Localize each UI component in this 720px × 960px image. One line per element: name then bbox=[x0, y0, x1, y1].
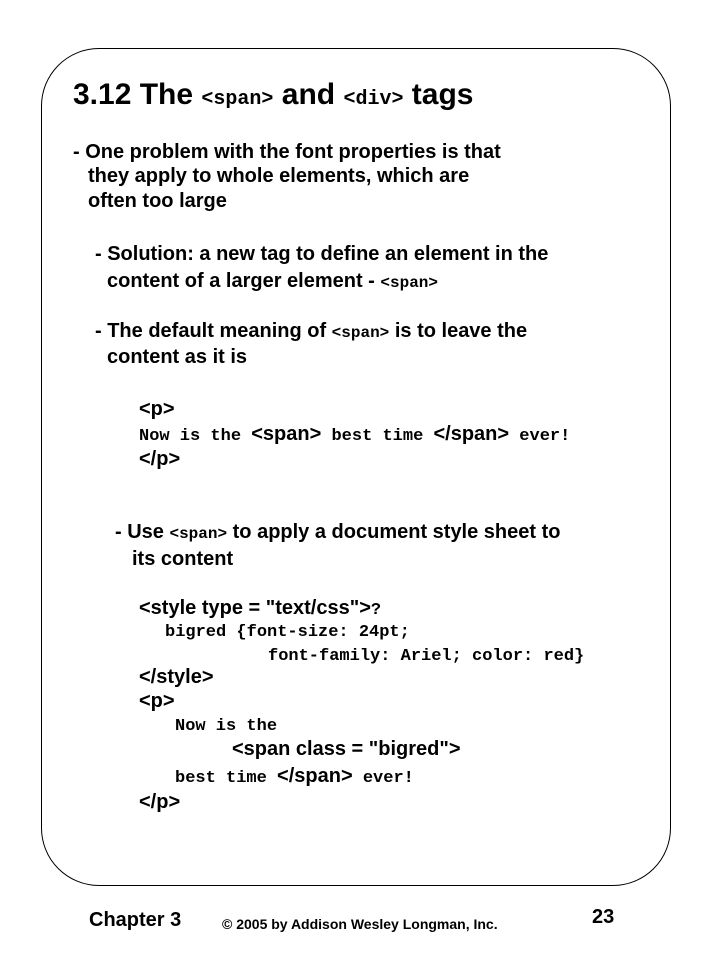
code-2-rule-2: font-family: Ariel; color: red} bbox=[268, 647, 585, 666]
bullet-2-line-2: content of a larger element - <span> bbox=[107, 270, 438, 292]
code-2-span-open: <span class = "bigred"> bbox=[232, 738, 461, 760]
span-tag-code: <span> bbox=[201, 88, 274, 111]
code-1-body: Now is the <span> best time </span> ever! bbox=[139, 423, 571, 446]
code-2-style-open: <style type = "text/css">? bbox=[139, 597, 382, 620]
bullet-4-line-1: - Use <span> to apply a document style sheet to bbox=[115, 521, 561, 543]
bullet-1-line-3: often too large bbox=[88, 190, 227, 212]
bullet-3-line-1: - The default meaning of <span> is to leave the bbox=[95, 320, 528, 342]
bullet-1-line-2: they apply to whole elements, which are bbox=[88, 165, 470, 187]
code-2-best-time: best time </span> ever! bbox=[175, 765, 414, 788]
div-tag-code: <div> bbox=[343, 88, 404, 111]
span-tag-code: <span> bbox=[169, 525, 228, 543]
code-1-close-p: </p> bbox=[139, 448, 181, 470]
code-2-now: Now is the bbox=[175, 717, 278, 736]
bullet-2-line-1: - Solution: a new tag to define an element in the bbox=[95, 243, 549, 265]
bullet-1-line-1: - One problem with the font properties is that bbox=[73, 141, 501, 163]
code-2-style-close: </style> bbox=[139, 666, 214, 688]
bullet-3-line-2: content as it is bbox=[107, 346, 248, 368]
span-tag-code: <span> bbox=[331, 324, 390, 342]
bullet-4-line-2: its content bbox=[132, 548, 234, 570]
page-number: 23 bbox=[592, 906, 615, 928]
span-tag-code: <span> bbox=[380, 274, 438, 292]
code-2-close-p: </p> bbox=[139, 791, 181, 813]
footer-copyright: © 2005 by Addison Wesley Longman, Inc. bbox=[222, 916, 498, 932]
code-2-rule-1: bigred {font-size: 24pt; bbox=[165, 623, 410, 642]
code-1-open-p: <p> bbox=[139, 398, 175, 420]
slide-title: 3.12 The <span> and <div> tags bbox=[73, 78, 474, 111]
footer-chapter: Chapter 3 bbox=[89, 909, 182, 931]
code-2-open-p: <p> bbox=[139, 690, 175, 712]
